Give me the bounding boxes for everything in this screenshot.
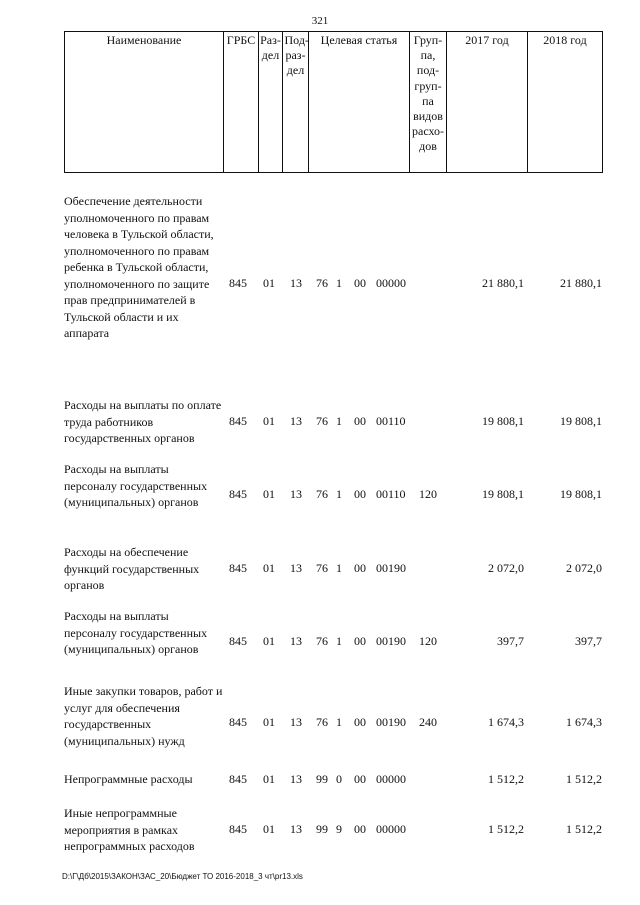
row-section: 01 xyxy=(263,414,275,428)
row-target-code: 00190 xyxy=(376,634,406,648)
row-2018: 397,7 xyxy=(575,634,602,648)
row-name: Расходы на выплаты персоналу государственных (муниципальных) органов xyxy=(64,609,208,656)
row-section: 01 xyxy=(263,276,275,290)
row-subsection: 13 xyxy=(290,822,302,836)
row-target-subprogram: 1 xyxy=(336,634,342,648)
row-2018: 1 512,2 xyxy=(566,822,602,836)
row-target-event: 00 xyxy=(354,822,366,836)
row-subsection: 13 xyxy=(290,772,302,786)
row-target-program: 99 xyxy=(316,772,328,786)
row-target-code: 00190 xyxy=(376,715,406,729)
row-target-subprogram: 1 xyxy=(336,414,342,428)
row-2017: 19 808,1 xyxy=(482,487,524,501)
row-name: Расходы на выплаты персоналу государственных (муниципальных) органов xyxy=(64,462,208,509)
row-grbs: 845 xyxy=(229,634,247,648)
row-2017: 2 072,0 xyxy=(488,561,524,575)
row-target-subprogram: 1 xyxy=(336,561,342,575)
row-2018: 19 808,1 xyxy=(560,487,602,501)
row-target-code: 00000 xyxy=(376,772,406,786)
row-grbs: 845 xyxy=(229,414,247,428)
header-2018 xyxy=(527,31,603,173)
file-path-footer: D:\Г\Дб\2015\ЗАКОН\ЗАС_20\Бюджет ТО 2016-2018_3 чт\pr13.xls xyxy=(62,872,303,881)
row-name: Непрограммные расходы xyxy=(64,772,193,786)
header-2018-label: 2018 год xyxy=(543,33,587,47)
row-target-subprogram: 1 xyxy=(336,276,342,290)
header-subsection xyxy=(282,31,309,173)
header-target xyxy=(308,31,410,173)
row-target-program: 76 xyxy=(316,487,328,501)
row-name: Обеспечение деятельности уполномоченного по правам человека в Тульской области, уполномоченного по правам ребенка в Тульской области, уполномоченного по защите прав предпринимателей в Тульской области и их аппарата xyxy=(64,194,214,340)
row-name: Иные закупки товаров, работ и услуг для обеспечения государственных (муниципальных) нужд xyxy=(64,684,223,748)
row-grbs: 845 xyxy=(229,487,247,501)
row-2018: 19 808,1 xyxy=(560,414,602,428)
header-group-label: Груп- па, под- груп- па видов расхо- дов xyxy=(412,33,445,154)
row-2017: 1 674,3 xyxy=(488,715,524,729)
row-section: 01 xyxy=(263,822,275,836)
row-target-subprogram: 1 xyxy=(336,715,342,729)
row-name: Расходы на выплаты по оплате труда работников государственных органов xyxy=(64,398,222,445)
row-2017: 1 512,2 xyxy=(488,822,524,836)
header-section-label: Раз- дел xyxy=(260,33,281,63)
row-target-subprogram: 0 xyxy=(336,772,342,786)
row-subsection: 13 xyxy=(290,487,302,501)
row-2017: 397,7 xyxy=(497,634,524,648)
row-2017: 21 880,1 xyxy=(482,276,524,290)
row-section: 01 xyxy=(263,715,275,729)
row-target-program: 76 xyxy=(316,561,328,575)
row-section: 01 xyxy=(263,561,275,575)
header-group xyxy=(409,31,447,173)
row-2017: 1 512,2 xyxy=(488,772,524,786)
header-2017-label: 2017 год xyxy=(465,33,509,47)
row-grbs: 845 xyxy=(229,822,247,836)
row-target-code: 00000 xyxy=(376,822,406,836)
row-target-event: 00 xyxy=(354,772,366,786)
row-2018: 2 072,0 xyxy=(566,561,602,575)
row-subsection: 13 xyxy=(290,561,302,575)
row-target-event: 00 xyxy=(354,487,366,501)
header-grbs xyxy=(223,31,259,173)
row-grbs: 845 xyxy=(229,772,247,786)
header-target-label: Целевая статья xyxy=(320,33,398,47)
row-section: 01 xyxy=(263,634,275,648)
row-target-event: 00 xyxy=(354,276,366,290)
row-name: Иные непрограммные мероприятия в рамках непрограммных расходов xyxy=(64,806,195,853)
row-target-event: 00 xyxy=(354,634,366,648)
row-2017: 19 808,1 xyxy=(482,414,524,428)
row-target-program: 76 xyxy=(316,414,328,428)
row-2018: 21 880,1 xyxy=(560,276,602,290)
header-grbs-label: ГРБС xyxy=(226,33,256,47)
row-target-subprogram: 1 xyxy=(336,487,342,501)
row-subsection: 13 xyxy=(290,634,302,648)
row-target-code: 00000 xyxy=(376,276,406,290)
header-name xyxy=(64,31,224,173)
row-target-event: 00 xyxy=(354,561,366,575)
row-2018: 1 512,2 xyxy=(566,772,602,786)
page-number: 321 xyxy=(311,15,329,27)
row-group: 120 xyxy=(419,487,437,501)
row-target-code: 00110 xyxy=(376,487,406,501)
row-group: 120 xyxy=(419,634,437,648)
row-target-event: 00 xyxy=(354,715,366,729)
row-name: Расходы на обеспечение функций государственных органов xyxy=(64,545,200,592)
header-subsection-label: Под- раз- дел xyxy=(284,33,309,78)
header-section xyxy=(258,31,283,173)
row-target-event: 00 xyxy=(354,414,366,428)
row-grbs: 845 xyxy=(229,715,247,729)
row-2018: 1 674,3 xyxy=(566,715,602,729)
row-target-code: 00110 xyxy=(376,414,406,428)
row-target-program: 99 xyxy=(316,822,328,836)
row-target-program: 76 xyxy=(316,634,328,648)
row-target-subprogram: 9 xyxy=(336,822,342,836)
row-group: 240 xyxy=(419,715,437,729)
row-section: 01 xyxy=(263,772,275,786)
row-subsection: 13 xyxy=(290,276,302,290)
header-2017 xyxy=(446,31,528,173)
row-target-program: 76 xyxy=(316,715,328,729)
header-name-label: Наименование xyxy=(106,33,182,47)
row-section: 01 xyxy=(263,487,275,501)
row-target-code: 00190 xyxy=(376,561,406,575)
row-grbs: 845 xyxy=(229,561,247,575)
row-grbs: 845 xyxy=(229,276,247,290)
row-subsection: 13 xyxy=(290,715,302,729)
row-target-program: 76 xyxy=(316,276,328,290)
row-subsection: 13 xyxy=(290,414,302,428)
